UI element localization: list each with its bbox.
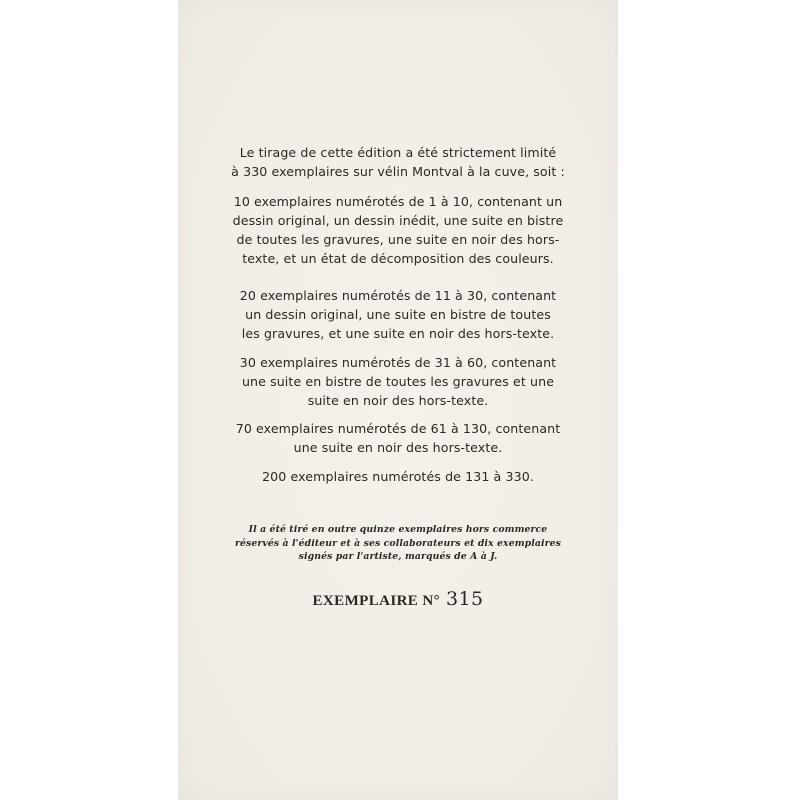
text-line: 30 exemplaires numérotés de 31 à 60, contenant <box>239 355 557 370</box>
tier-paragraph-4 <box>178 419 618 457</box>
text-line: une suite en bistre de toutes les gravures et une <box>241 374 555 389</box>
text-line: 20 exemplaires numérotés de 11 à 30, contenant <box>239 288 557 303</box>
text-line: les gravures, et une suite en noir des hors-texte. <box>241 326 555 341</box>
note-line: signés par l'artiste, marqués de A à J. <box>298 551 498 562</box>
tier-paragraph-3 <box>178 353 618 410</box>
tier-paragraph-5 <box>178 467 618 486</box>
text-line: Le tirage de cette édition a été strictement limité <box>239 145 557 160</box>
text-line: suite en noir des hors-texte. <box>307 393 489 408</box>
text-line: un dessin original, une suite en bistre de toutes <box>245 307 551 322</box>
copy-label: EXEMPLAIRE N° <box>312 593 440 609</box>
copy-number: 315 <box>446 588 484 610</box>
text-line: texte, et un état de décomposition des couleurs. <box>242 251 554 266</box>
text-line: à 330 exemplaires sur vélin Montval à la cuve, soit : <box>231 164 565 179</box>
hors-commerce-note <box>178 523 618 564</box>
tier-paragraph-2 <box>178 286 618 343</box>
text-line: 200 exemplaires numérotés de 131 à 330. <box>262 469 534 484</box>
page-sheet <box>178 0 618 800</box>
edition-intro <box>178 143 618 181</box>
text-line: 70 exemplaires numérotés de 61 à 130, contenant <box>235 421 561 436</box>
copy-number-line <box>178 588 618 610</box>
text-line: 10 exemplaires numérotés de 1 à 10, contenant un <box>233 194 563 209</box>
note-line: réservés à l'éditeur et à ses collaborateurs et dix exemplaires <box>235 537 561 549</box>
text-line: une suite en noir des hors-texte. <box>293 440 503 455</box>
text-line: de toutes les gravures, une suite en noir des hors- <box>236 232 560 247</box>
text-line: dessin original, un dessin inédit, une suite en bistre <box>232 213 564 228</box>
tier-paragraph-1 <box>178 192 618 268</box>
note-line: Il a été tiré en outre quinze exemplaires hors commerce <box>248 524 548 535</box>
